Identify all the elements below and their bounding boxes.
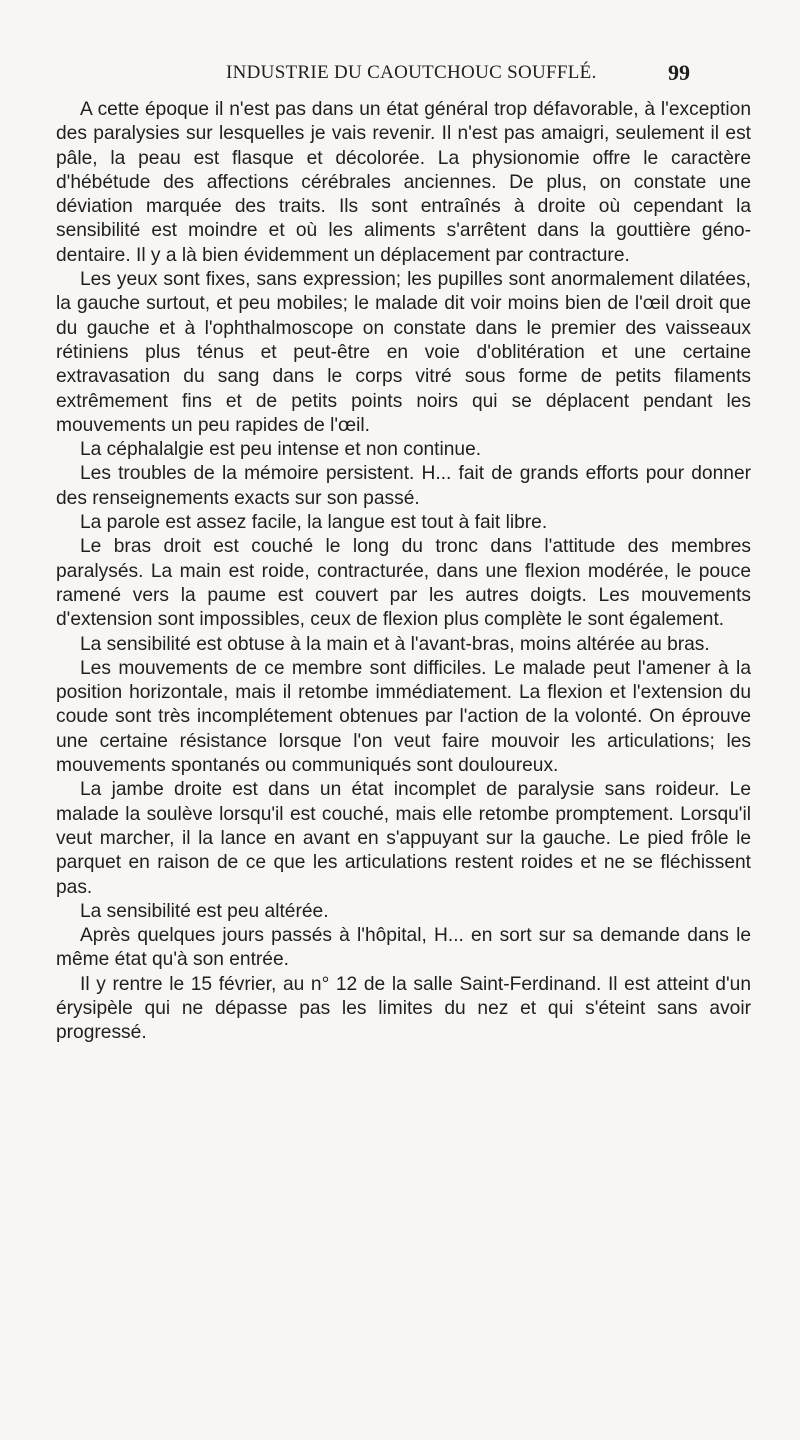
paragraph-readmission: Il y rentre le 15 février, au n° 12 de la salle Saint-Ferdinand. Il est atteint d'un érysipèle qui ne dépasse pas les limites du nez et qui s'éteint sans avoir progressé.: [56, 973, 751, 1044]
running-header: [0, 62, 800, 92]
paragraph-right-leg: La jambe droite est dans un état incomplet de paralysie sans roideur. Le malade la soulève lorsqu'il est couché, mais elle retombe promptement. Lorsqu'il veut marcher, il la lance en avant en s'appuyant sur la gauche. Le pied frôle le parquet en raison de ce que les articulations restent roides et ne se fléchissent pas.: [56, 779, 751, 898]
paragraph-general-state: A cette époque il n'est pas dans un état général trop défavorable, à l'exception des paralysies sur lesquelles je vais revenir. Il n'est pas amaigri, seulement il est pâle, la peau est flasque et décolorée. La physionomie offre le caractère d'hébétude des affections cérébrales anciennes. De plus, on constate une déviation marquée des traits. Ils sont entraînés à droite où cependant la sensibilité est moindre et où les aliments s'arrêtent dans la gouttière géno-dentaire. Il y a là bien évidemment un déplacement par contracture.: [56, 99, 751, 266]
paragraph-speech: La parole est assez facile, la langue est tout à fait libre.: [80, 512, 548, 534]
body-text: [56, 98, 751, 1046]
page-number: 99: [668, 60, 690, 85]
paragraph-memory: Les troubles de la mémoire persistent. H... fait de grands efforts pour donner des renseignements exacts sur son passé.: [56, 463, 751, 509]
paragraph-headache: La céphalalgie est peu intense et non continue.: [80, 439, 482, 461]
running-title: INDUSTRIE DU CAOUTCHOUC SOUFFLÉ.: [226, 62, 597, 83]
paragraph-sensibility-arm: La sensibilité est obtuse à la main et à l'avant-bras, moins altérée au bras.: [80, 633, 710, 655]
paragraph-hospital-exit: Après quelques jours passés à l'hôpital, H... en sort sur sa demande dans le même état qu'à son entrée.: [56, 925, 751, 971]
paragraph-arm-movements: Les mouvements de ce membre sont difficiles. Le malade peut l'amener à la position horizontale, mais il retombe immédiatement. La flexion et l'extension du coude sont très incomplétement obtenues par l'action de la volonté. On éprouve une certaine résistance lorsque l'on veut faire mouvoir les articulations; les mouvements spontanés ou communiqués sont douloureux.: [56, 657, 751, 777]
paragraph-eyes: Les yeux sont fixes, sans expression; les pupilles sont anormalement dilatées, la gauche surtout, et peu mobiles; le malade dit voir moins bien de l'œil droit que du gauche et à l'ophthalmoscope on constate dans le premier des vaisseaux rétiniens plus ténus et peut-être en voie d'oblitération et une certaine extravasation du sang dans le corps vitré sous forme de petits filaments extrêmement fins et de petits points noirs qui se déplacent pendant les mouvements un peu rapides de l'œil.: [56, 269, 751, 436]
paragraph-right-arm: Le bras droit est couché le long du tronc dans l'attitude des membres paralysés. La main est roide, contracturée, dans une flexion modérée, le pouce ramené vers la paume est couvert par les autres doigts. Les mouvements d'extension sont impossibles, ceux de flexion plus complète le sont également.: [56, 536, 751, 631]
paragraph-sensibility-leg: La sensibilité est peu altérée.: [80, 900, 329, 922]
